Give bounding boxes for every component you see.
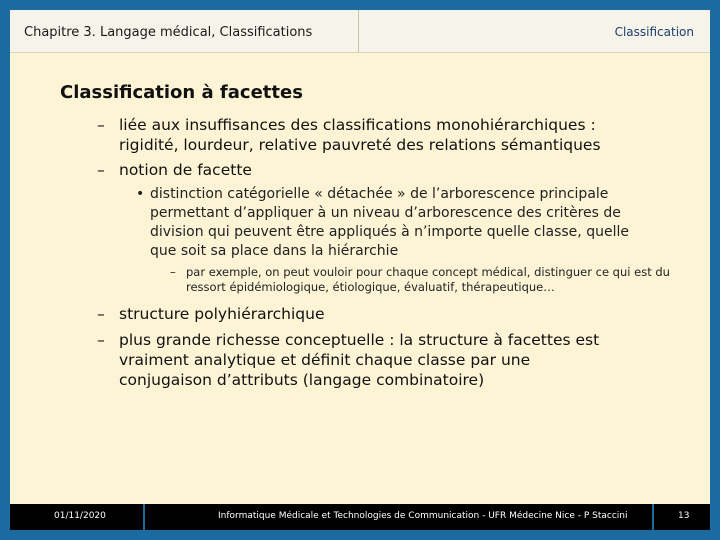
- dot-marker: •: [136, 186, 145, 202]
- bullet-text: notion de facette: [119, 161, 252, 179]
- footer-separator: [652, 504, 654, 530]
- header-divider: [358, 10, 359, 52]
- sub-sub-bullet-text: par exemple, on peut vouloir pour chaque concept médical, distinguer ce qui est du ressort épidémiologique, étiologique, évaluatif, thérapeutique…: [186, 265, 670, 294]
- sub-bullet-distinction: [136, 185, 656, 261]
- dash-marker: –: [97, 161, 105, 179]
- bullet-polyhierarchique: [97, 304, 627, 324]
- sub-sub-bullet-exemple: [170, 265, 670, 295]
- page-number: 13: [678, 511, 690, 521]
- slide: [10, 10, 710, 530]
- bullet-text: liée aux insuffisances des classifications monohiérarchiques : rigidité, lourdeur, relative pauvreté des relations sémantiques: [119, 116, 601, 154]
- footer-separator: [143, 504, 145, 530]
- bullet-text: structure polyhiérarchique: [119, 305, 325, 323]
- bullet-notion-facette: [97, 160, 627, 180]
- slide-header: [10, 10, 710, 53]
- dash-marker: –: [97, 116, 105, 134]
- slide-footer: [10, 504, 710, 530]
- footer-credits: Informatique Médicale et Technologies de Communication - UFR Médecine Nice - P Staccini: [218, 511, 628, 521]
- bullet-text: plus grande richesse conceptuelle : la structure à facettes est vraiment analytique et définit chaque classe par une conjugaison d’attributs (langage combinatoire): [119, 331, 600, 389]
- sub-bullet-text: distinction catégorielle « détachée » de l’arborescence principale permettant d’appliquer à un niveau d’arborescence des critères de division qui peuvent être appliqués à n’importe quelle classe, quelle que soit sa place dans la hiérarchie: [150, 186, 629, 259]
- chapter-title: Chapitre 3. Langage médical, Classifications: [24, 25, 313, 40]
- bullet-richesse: [97, 330, 627, 390]
- dash-marker: –: [97, 305, 105, 323]
- section-title: Classification: [614, 25, 694, 39]
- dash-marker: –: [97, 331, 105, 349]
- bullet-insuffisances: [97, 115, 627, 155]
- footer-date: 01/11/2020: [54, 511, 106, 521]
- slide-title: Classification à facettes: [60, 82, 303, 103]
- dash-marker: –: [170, 265, 176, 279]
